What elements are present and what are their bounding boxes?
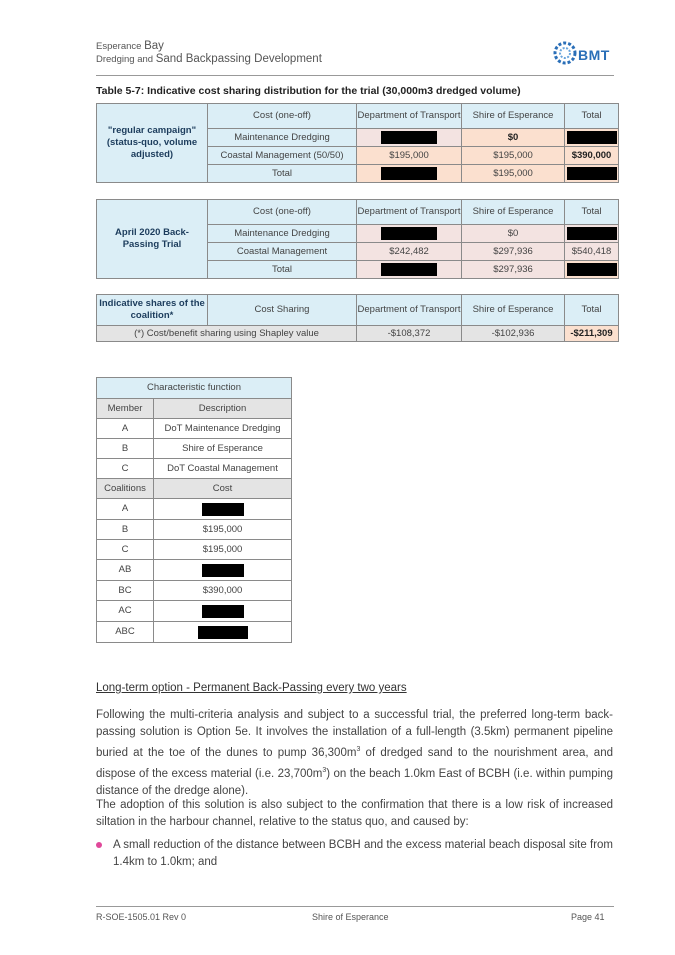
footer-page-number: Page 41 — [571, 912, 605, 922]
characteristic-function-table — [96, 377, 292, 643]
cost-cell: $390,000 — [154, 581, 292, 601]
column-header: Total — [565, 104, 619, 129]
header-line1-big: Bay — [144, 40, 164, 52]
redaction-block — [381, 227, 437, 240]
redaction-block — [198, 626, 248, 639]
description-cell: Shire of Esperance — [154, 439, 292, 459]
table-cell: -$211,309 — [565, 326, 619, 342]
column-header: Department of Transport — [357, 104, 462, 129]
bullet-icon — [96, 842, 102, 848]
paragraph-text: Following the multi-criteria analysis and subject to a successful trial, the preferred long-term back-passing solution is Option 5e. It involves the installation of a full-length (3.5km) permanent pipeline buried at the toe of the dunes to pump 36,300m — [96, 709, 613, 759]
redacted-cell — [357, 225, 462, 243]
redaction-block — [567, 227, 617, 240]
header-line1-small: Esperance — [96, 41, 142, 52]
table-cell: -$108,372 — [357, 326, 462, 342]
footer-divider — [96, 906, 614, 907]
table-cell: $0 — [462, 225, 565, 243]
table-cell: $297,936 — [462, 261, 565, 279]
row-label: Maintenance Dredging — [208, 225, 357, 243]
column-header: Department of Transport — [357, 200, 462, 225]
table-cell: $390,000 — [565, 147, 619, 165]
table-title: Characteristic function — [97, 378, 292, 399]
cost-table-back-passing-trial — [96, 199, 619, 279]
redaction-block — [381, 263, 437, 276]
redacted-cell — [565, 129, 619, 147]
coalition-cell: C — [97, 540, 154, 560]
redaction-block — [381, 167, 437, 180]
row-header: Indicative shares of the coalition* — [97, 295, 208, 326]
redacted-cell — [357, 261, 462, 279]
column-header: Cost (one-off) — [208, 200, 357, 225]
coalition-cell: BC — [97, 581, 154, 601]
redacted-cell — [565, 261, 619, 279]
cost-cell: $195,000 — [154, 520, 292, 540]
table-cell: $540,418 — [565, 243, 619, 261]
redacted-cell — [154, 560, 292, 581]
row-label: Total — [208, 261, 357, 279]
paragraph-text: ) on the beach 1.0km East of BCBH (i.e. within pumping distance of the dredge alone). — [96, 767, 613, 797]
column-header: Member — [97, 399, 154, 419]
coalition-cell: AC — [97, 601, 154, 622]
row-header: April 2020 Back-Passing Trial — [97, 200, 208, 279]
column-header: Coalitions — [97, 479, 154, 499]
table-cell: $195,000 — [357, 147, 462, 165]
paragraph-option-5e — [96, 707, 613, 800]
redaction-block — [202, 605, 244, 618]
section-title: Long-term option - Permanent Back-Passing every two years — [96, 682, 407, 694]
table-cell: -$102,936 — [462, 326, 565, 342]
redaction-block — [202, 564, 244, 577]
row-label: Coastal Management (50/50) — [208, 147, 357, 165]
paragraph-text: of dredged sand to the nourishment area, and dispose of the excess material (i.e. 23,700m — [96, 746, 613, 780]
redacted-cell — [154, 499, 292, 520]
column-header: Description — [154, 399, 292, 419]
column-header: Shire of Esperance — [462, 200, 565, 225]
document-header — [96, 40, 322, 66]
column-header: Cost (one-off) — [208, 104, 357, 129]
coalition-cell: ABC — [97, 622, 154, 643]
coalition-cell: AB — [97, 560, 154, 581]
redacted-cell — [154, 601, 292, 622]
column-header: Shire of Esperance — [462, 295, 565, 326]
footnote-cell: (*) Cost/benefit sharing using Shapley value — [97, 326, 357, 342]
table-cell: $0 — [462, 129, 565, 147]
footer-client: Shire of Esperance — [312, 912, 389, 922]
table-caption: Table 5-7: Indicative cost sharing distribution for the trial (30,000m3 dredged volume) — [96, 85, 521, 97]
description-cell: DoT Maintenance Dredging — [154, 419, 292, 439]
row-label: Maintenance Dredging — [208, 129, 357, 147]
logo-text: BMT — [578, 47, 610, 63]
row-label: Total — [208, 165, 357, 183]
table-cell: $242,482 — [357, 243, 462, 261]
member-cell: C — [97, 459, 154, 479]
cost-table-regular-campaign — [96, 103, 619, 183]
redacted-cell — [357, 165, 462, 183]
redacted-cell — [154, 622, 292, 643]
header-line2-big: Sand Backpassing Development — [155, 53, 322, 65]
member-cell: B — [97, 439, 154, 459]
superscript: 3 — [322, 766, 327, 774]
row-header: "regular campaign" (status-quo, volume adjusted) — [97, 104, 208, 183]
cost-cell: $195,000 — [154, 540, 292, 560]
header-line2-small: Dredging and — [96, 54, 154, 65]
redacted-cell — [357, 129, 462, 147]
table-cell: $195,000 — [462, 147, 565, 165]
coalition-shares-table — [96, 294, 619, 342]
bullet-item: A small reduction of the distance between BCBH and the excess material beach disposal site from 1.4km to 1.0km; and — [113, 839, 613, 868]
column-header: Cost Sharing — [208, 295, 357, 326]
coalition-cell: A — [97, 499, 154, 520]
redaction-block — [567, 131, 617, 144]
column-header: Department of Transport — [357, 295, 462, 326]
paragraph-siltation: The adoption of this solution is also subject to the confirmation that there is a low risk of increased siltation in the harbour channel, relative to the status quo, and caused by: — [96, 799, 613, 828]
redacted-cell — [565, 165, 619, 183]
footer-doc-id: R-SOE-1505.01 Rev 0 — [96, 912, 187, 922]
column-header: Total — [565, 295, 619, 326]
redaction-block — [567, 263, 617, 276]
row-label: Coastal Management — [208, 243, 357, 261]
description-cell: DoT Coastal Management — [154, 459, 292, 479]
redaction-block — [381, 131, 437, 144]
member-cell: A — [97, 419, 154, 439]
table-cell: $297,936 — [462, 243, 565, 261]
redacted-cell — [565, 225, 619, 243]
redaction-block — [202, 503, 244, 516]
column-header: Cost — [154, 479, 292, 499]
column-header: Total — [565, 200, 619, 225]
redaction-block — [567, 167, 617, 180]
table-cell: $195,000 — [462, 165, 565, 183]
column-header: Shire of Esperance — [462, 104, 565, 129]
coalition-cell: B — [97, 520, 154, 540]
header-divider — [96, 75, 614, 76]
superscript: 3 — [356, 746, 361, 753]
